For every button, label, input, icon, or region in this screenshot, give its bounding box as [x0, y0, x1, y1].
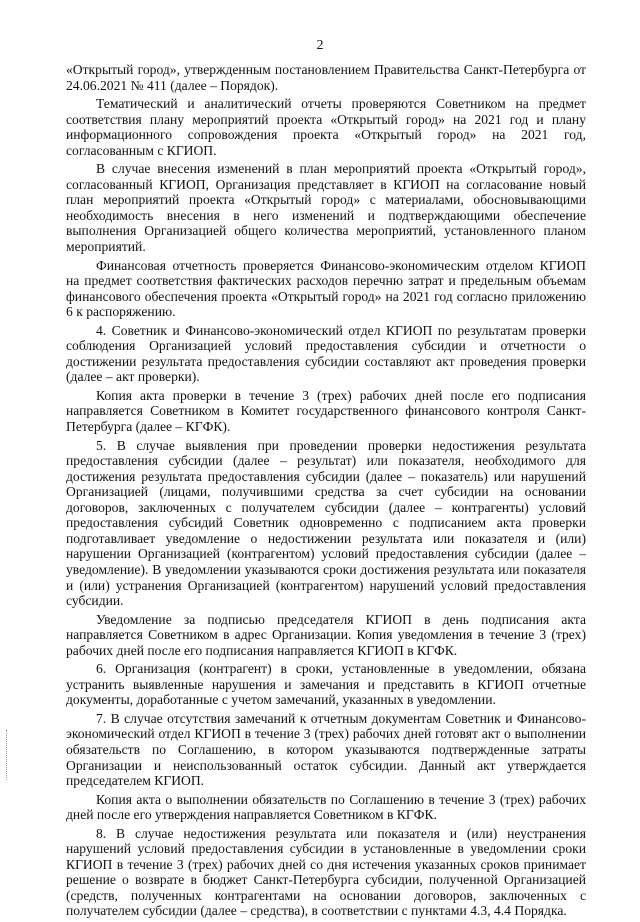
paragraph-continuation: «Открытый город», утвержденным постановлением Правительства Санкт-Петербурга от 24.06.2021 № 411 (далее – Порядок).	[66, 62, 586, 93]
document-body	[66, 62, 586, 922]
paragraph-act-copy: Копия акта проверки в течение 3 (трех) рабочих дней после его подписания направляется Советником в Комитет государственного финансового контроля Санкт-Петербурга (далее – КГФК).	[66, 387, 586, 435]
scan-edge-mark	[6, 730, 8, 780]
paragraph-financial-report: Финансовая отчетность проверяется Финансово-экономическим отделом КГИОП на предмет соответствия фактических расходов перечню затрат и предельным объемам финансового обеспечения проекта «Открытый город» на 2021 год согласно приложению 6 к распоряжению.	[66, 257, 586, 320]
paragraph-plan-changes: В случае внесения изменений в план мероприятий проекта «Открытый город», согласованный КГИОП, Организация представляет в КГИОП на согласование новый план мероприятий проекта «Открытый город» с материалами, обосновывающими необходимость внесения в него изменений и подтверждающими обеспечение выполнения Организацией общего количества мероприятий, установленного планом мероприятий.	[66, 161, 586, 255]
paragraph-item-8: 8. В случае недостижения результата или показателя и (или) неустранения нарушений условий предоставления субсидии в установленные в уведомлении сроки КГИОП в течение 3 (трех) рабочих дней со дня истечения указанных сроков принимает решение о возврате в бюджет Санкт-Петербурга субсидии, полученной Организацией (средств, полученных контрагентами на основании договоров, заключенных с получателем субсидии (далее – средства), в соответствии с пунктами 4.3, 4.4 Порядка.	[66, 825, 586, 919]
paragraph-item-6: 6. Организация (контрагент) в сроки, установленные в уведомлении, обязана устранить выявленные нарушения и замечания и представить в КГИОП отчетные документы, доработанные с учетом замечаний, указанных в уведомлении.	[66, 661, 586, 708]
paragraph-fulfilment-copy: Копия акта о выполнении обязательств по Соглашению в течение 3 (трех) рабочих дней после его утверждения направляется Советником в КГФК.	[66, 791, 586, 823]
paragraph-item-5: 5. В случае выявления при проведении проверки недостижения результата предоставления субсидии (далее – результат) или показателя, необходимого для достижения результата предоставления субсидии (далее – показатель) или нарушений Организацией (лицами, получившими средства за счет субсидии на основании договоров, заключенных с получателем субсидии (далее – контрагенты) условий предоставления субсидий Советник одновременно с подписанием акта проверки подготавливает уведомление о недостижении результата или показателя и (или) нарушении Организацией (контрагентом) условий предоставления субсидии (далее – уведомление). В уведомлении указываются сроки достижения результата или показателя и (или) устранения Организацией (контрагентом) нарушений условий предоставления субсидии.	[66, 437, 586, 609]
page-number: 2	[316, 38, 324, 53]
paragraph-item-4: 4. Советник и Финансово-экономический отдел КГИОП по результатам проверки соблюдения Организацией условий предоставления субсидии и отчетности о достижении результата предоставления субсидии составляют акт проведения проверки (далее – акт проверки).	[66, 322, 586, 385]
paragraph-notification: Уведомление за подписью председателя КГИОП в день подписания акта направляется Советником в адрес Организации. Копия уведомления в течение 3 (трех) рабочих дней после его подписания направляется КГИОП в КГФК.	[66, 611, 586, 658]
paragraph-report-check: Тематический и аналитический отчеты проверяются Советником на предмет соответствия плану мероприятий проекта «Открытый город» на 2021 год и плану информационного сопровождения проекта «Открытый город» на 2021 год, согласованным с КГИОП.	[66, 96, 586, 158]
paragraph-item-7: 7. В случае отсутствия замечаний к отчетным документам Советник и Финансово-экономический отдел КГИОП в течение 3 (трех) рабочих дней готовят акт о выполнении обязательств по Соглашению, в котором указываются подтвержденные затраты Организации и неиспользованный остаток субсидии. Данный акт утверждается председателем КГИОП.	[66, 710, 586, 789]
